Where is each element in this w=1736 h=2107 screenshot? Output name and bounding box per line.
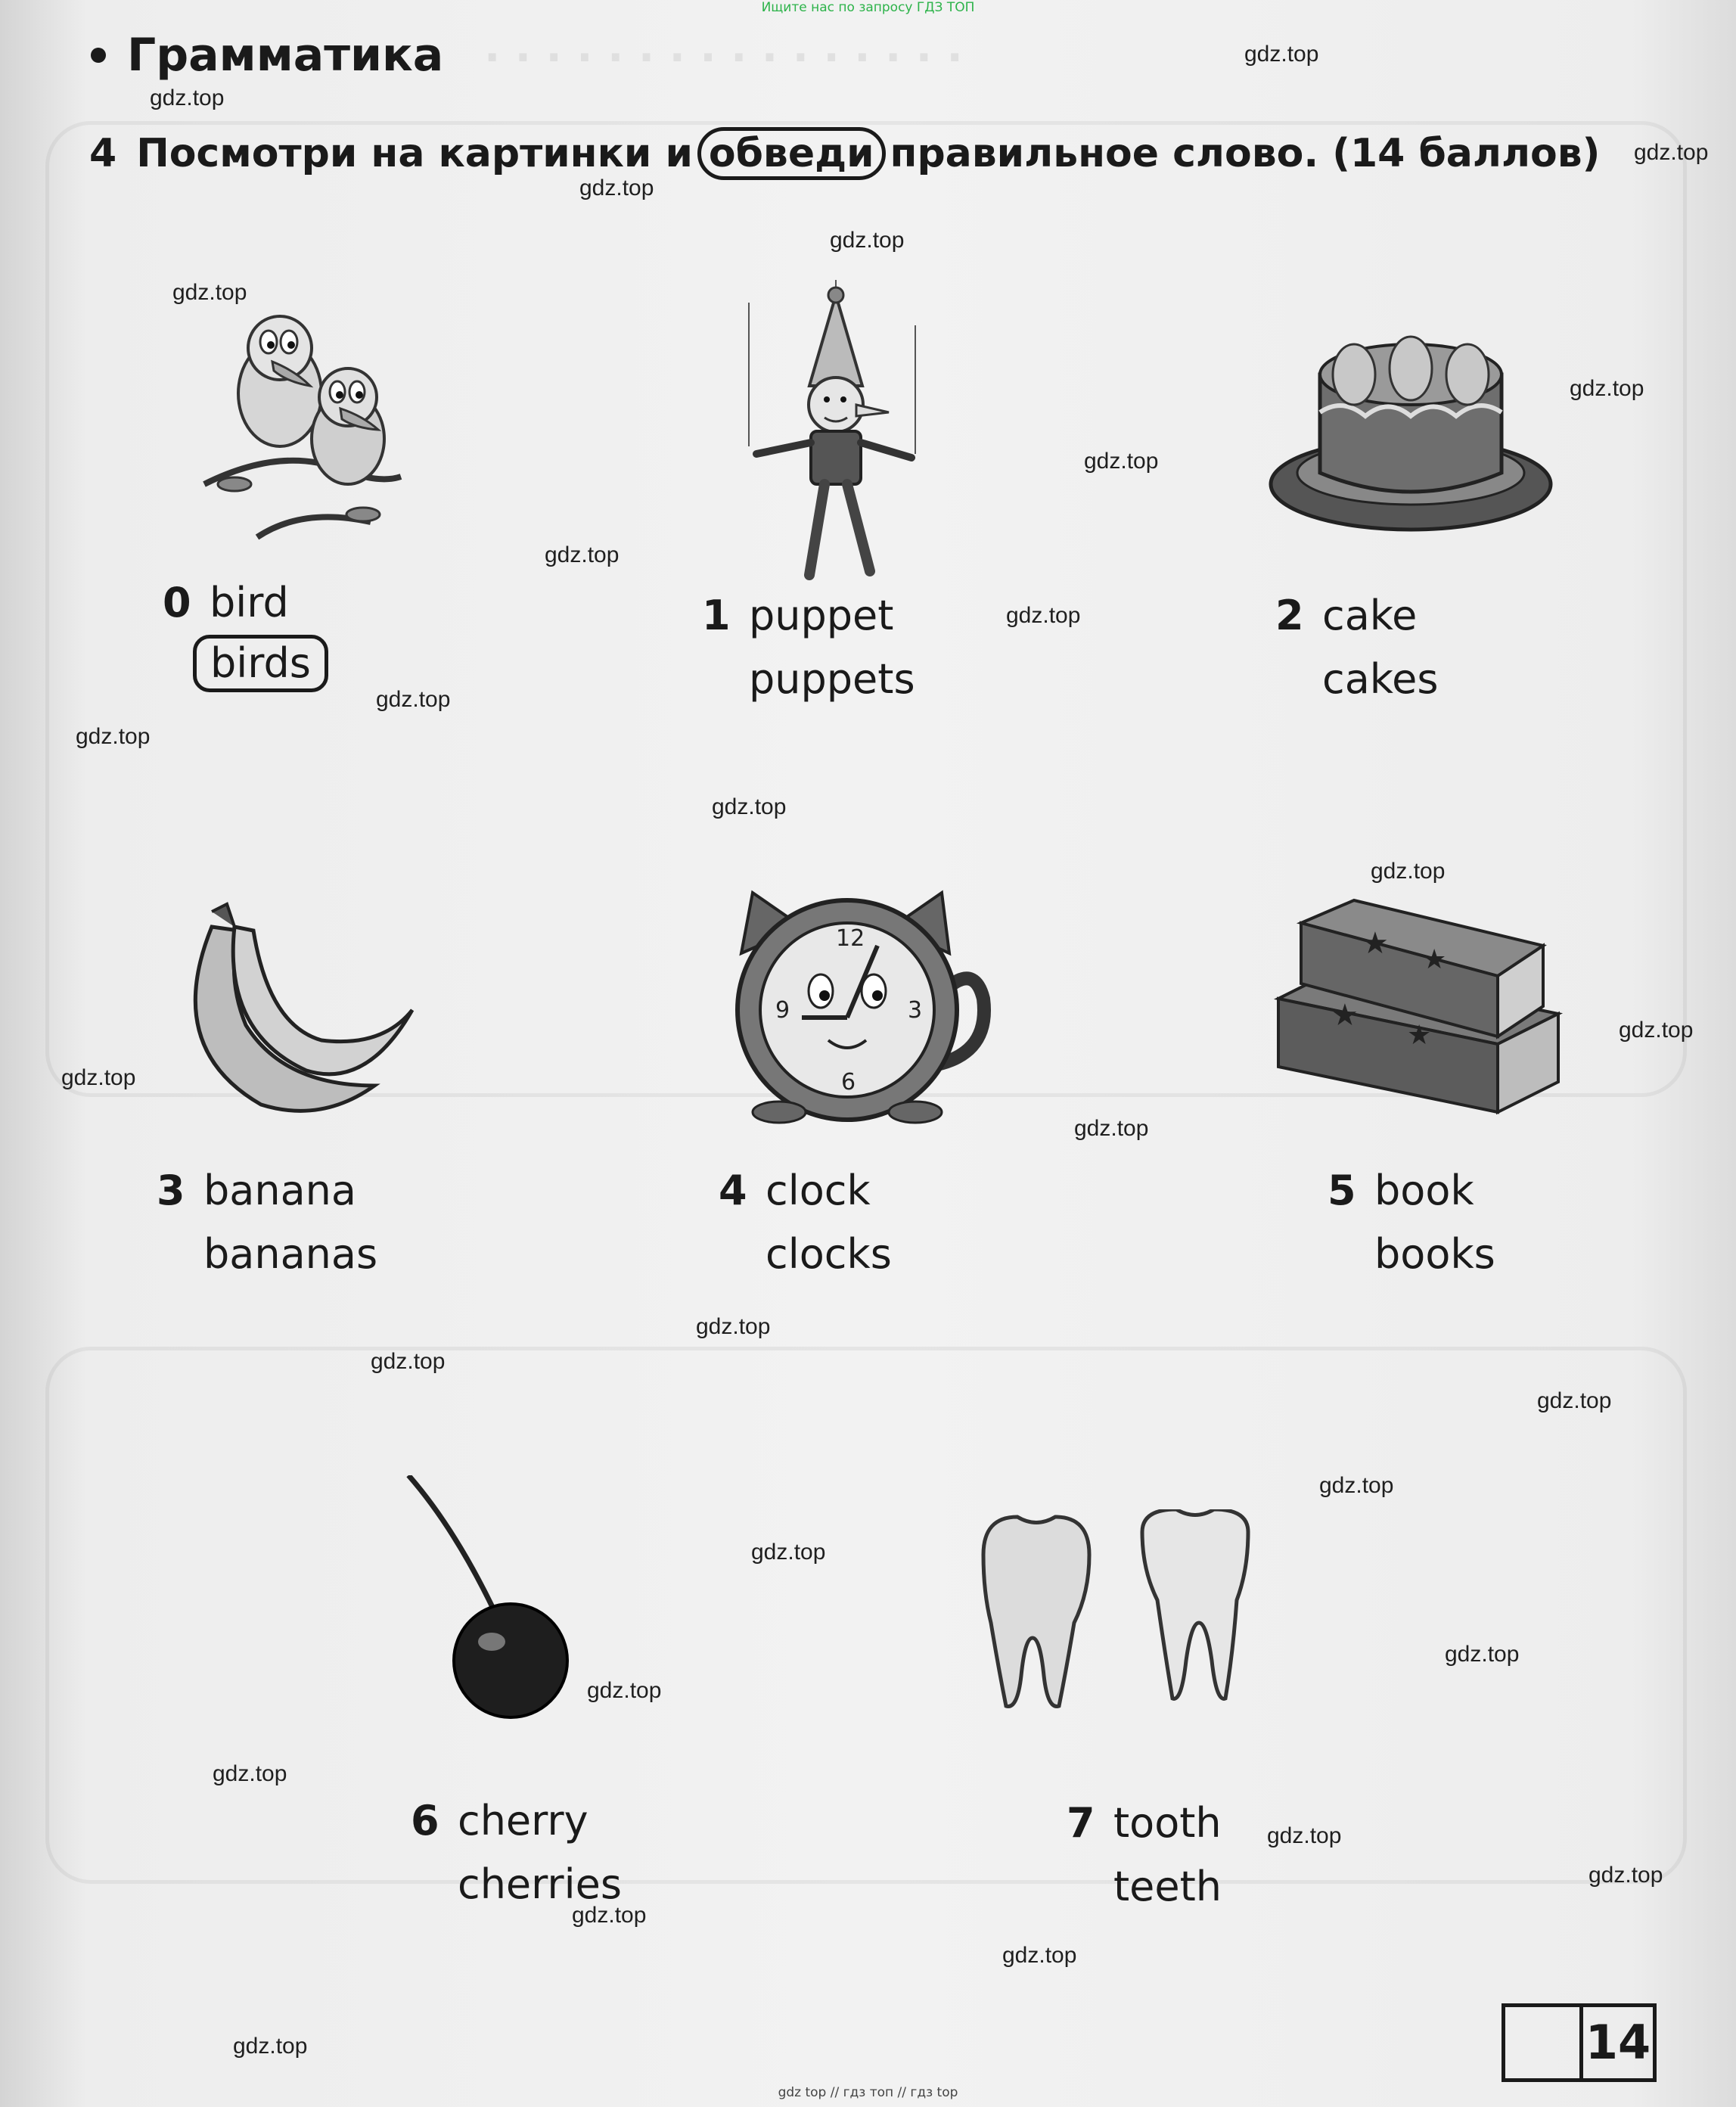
- watermark: gdz.top: [61, 1065, 136, 1090]
- item-number: 2: [1275, 592, 1304, 639]
- word-singular[interactable]: tooth: [1113, 1799, 1222, 1847]
- watermark: gdz.top: [1084, 449, 1159, 474]
- watermark: gdz.top: [1619, 1018, 1694, 1043]
- item-1: [702, 584, 915, 711]
- word-singular[interactable]: cake: [1322, 592, 1418, 639]
- bleed-through-frame-bottom: [45, 1347, 1687, 1884]
- section-heading: [91, 29, 443, 82]
- item-number: 1: [702, 592, 731, 639]
- svg-text:9: 9: [775, 997, 790, 1024]
- word-plural[interactable]: teeth: [1113, 1863, 1222, 1910]
- watermark: gdz.top: [172, 280, 247, 305]
- watermark: gdz.top: [1244, 42, 1319, 67]
- watermark: gdz.top: [1319, 1473, 1394, 1498]
- watermark: gdz.top: [76, 724, 151, 749]
- word-plural[interactable]: books: [1374, 1230, 1495, 1278]
- watermark: gdz.top: [1634, 140, 1709, 165]
- cake-picture: [1259, 322, 1562, 549]
- item-number: 3: [157, 1167, 185, 1214]
- word-singular[interactable]: clock: [766, 1167, 871, 1214]
- task-text-before: Посмотри на картинки и: [136, 131, 693, 176]
- svg-text:★: ★: [1407, 1020, 1432, 1051]
- watermark: gdz.top: [830, 228, 905, 253]
- watermark: gdz.top: [1537, 1388, 1612, 1413]
- watermark: gdz.top: [1267, 1823, 1342, 1848]
- svg-text:★: ★: [1422, 944, 1447, 975]
- page-number-box: [1502, 2003, 1657, 2082]
- word-plural-circled[interactable]: birds: [193, 635, 328, 692]
- item-3: [157, 1159, 377, 1286]
- item-5: [1328, 1159, 1495, 1286]
- item-0: [163, 571, 328, 692]
- cat-clock-picture: [696, 885, 998, 1127]
- item-number: 5: [1328, 1167, 1356, 1214]
- svg-text:★: ★: [1362, 926, 1389, 961]
- watermark: gdz.top: [213, 1761, 287, 1786]
- watermark: gdz.top: [572, 1903, 647, 1928]
- watermark: gdz.top: [1445, 1642, 1520, 1667]
- books-picture: [1271, 893, 1566, 1154]
- watermark: gdz.top: [579, 176, 654, 200]
- word-plural[interactable]: clocks: [766, 1230, 892, 1278]
- score-blank-cell: [1505, 2007, 1583, 2078]
- watermark: gdz.top: [1570, 376, 1644, 401]
- cherry-picture: [393, 1475, 582, 1725]
- bleed-through-text: . . . . . . . . . . . . . . . .: [484, 23, 963, 72]
- top-notice: Ищите нас по запросу ГДЗ ТОП: [761, 0, 975, 15]
- word-plural[interactable]: puppets: [749, 655, 915, 703]
- teeth-picture: [976, 1509, 1293, 1714]
- svg-text:6: 6: [841, 1069, 856, 1095]
- word-plural[interactable]: bananas: [203, 1230, 378, 1278]
- word-singular[interactable]: puppet: [749, 592, 894, 639]
- watermark: gdz.top: [150, 85, 225, 110]
- puppet-picture: [726, 280, 946, 583]
- item-2: [1275, 584, 1438, 711]
- watermark: gdz.top: [376, 687, 451, 712]
- watermark: gdz.top: [751, 1540, 826, 1565]
- item-4: [719, 1159, 892, 1286]
- bullet-icon: [91, 48, 106, 63]
- watermark: gdz.top: [712, 794, 787, 819]
- item-7: [1067, 1792, 1222, 1919]
- svg-text:3: 3: [908, 997, 923, 1024]
- word-singular[interactable]: bird: [210, 579, 289, 626]
- watermark: gdz.top: [371, 1349, 446, 1374]
- task-text-after: правильное слово. (14 баллов): [890, 131, 1601, 176]
- watermark: gdz.top: [587, 1678, 662, 1703]
- watermark: gdz.top: [1074, 1116, 1149, 1141]
- footer-notice: gdz top // гдз топ // гдз top: [778, 2085, 958, 2100]
- word-singular[interactable]: cherry: [458, 1797, 589, 1844]
- item-number: 6: [411, 1797, 439, 1844]
- item-6: [411, 1789, 622, 1916]
- watermark: gdz.top: [1588, 1863, 1663, 1888]
- section-title: Грамматика: [127, 29, 444, 82]
- word-plural[interactable]: cherries: [458, 1860, 622, 1908]
- task-number: 4: [89, 131, 117, 176]
- watermark: gdz.top: [545, 542, 620, 567]
- task-circled-word: обведи: [697, 127, 886, 180]
- item-number: 4: [719, 1167, 747, 1214]
- word-plural[interactable]: cakes: [1322, 655, 1439, 703]
- watermark: gdz.top: [1371, 859, 1446, 884]
- birds-picture: [189, 295, 408, 545]
- watermark: gdz.top: [1002, 1943, 1077, 1968]
- bananas-picture: [170, 897, 420, 1116]
- svg-text:★: ★: [1331, 998, 1359, 1033]
- task-instruction: [89, 127, 1600, 180]
- item-number: 7: [1067, 1799, 1095, 1847]
- word-singular[interactable]: banana: [203, 1167, 356, 1214]
- page-number: 14: [1585, 2015, 1651, 2070]
- watermark: gdz.top: [696, 1314, 771, 1339]
- word-singular[interactable]: book: [1374, 1167, 1474, 1214]
- svg-text:12: 12: [836, 925, 865, 952]
- item-number: 0: [163, 579, 191, 626]
- watermark: gdz.top: [1006, 603, 1081, 628]
- watermark: gdz.top: [233, 2034, 308, 2059]
